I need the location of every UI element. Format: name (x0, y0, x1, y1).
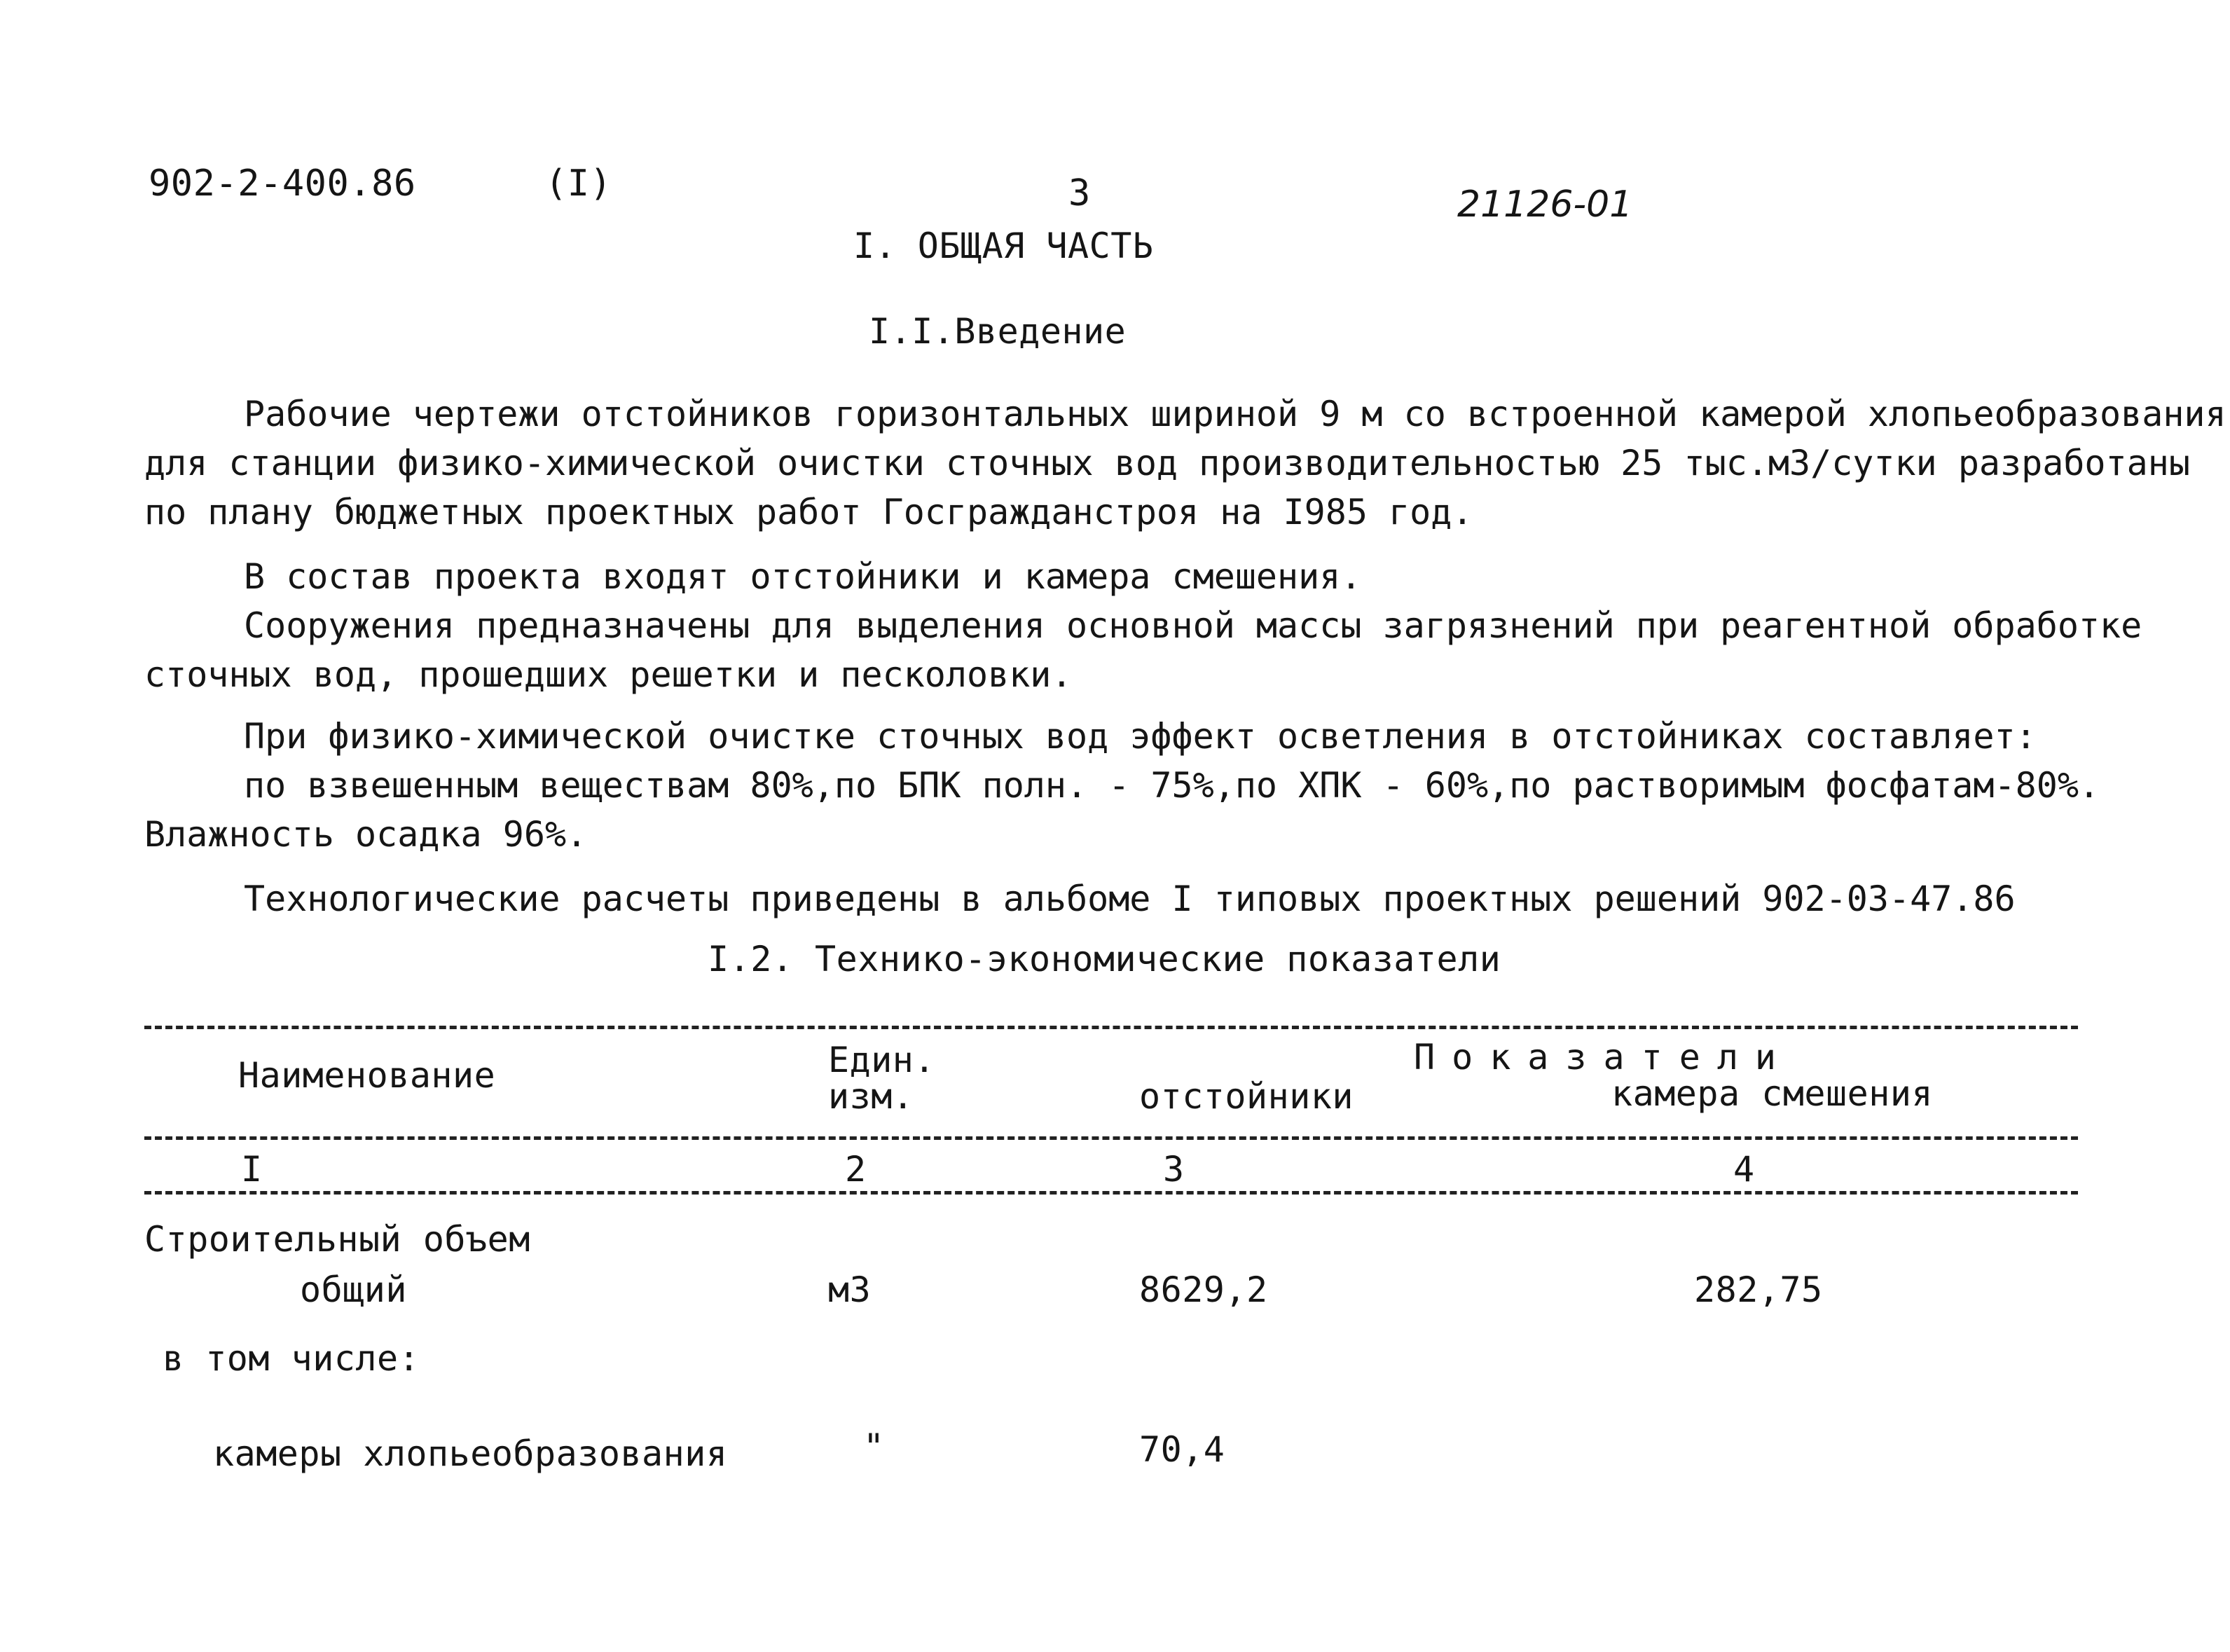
paragraph-line: В состав проекта входят отстойники и камера смешения. (244, 556, 1362, 597)
table-row-value-mixing-chamber: 282,75 (1694, 1269, 1823, 1310)
table-header-col3: отстойники (1139, 1076, 1354, 1117)
table-rule-top (144, 1026, 2078, 1029)
subsection-indicators: I.2. Технико-экономические показатели (708, 939, 1501, 979)
table-row-unit: " (863, 1426, 885, 1467)
table-column-number-4: 4 (1733, 1149, 1755, 1190)
table-header-unit-line2: изм. (828, 1076, 914, 1117)
table-row-name: общий (300, 1269, 408, 1310)
paragraph-line: по плану бюджетных проектных работ Госгражданстроя на I985 год. (144, 492, 1473, 532)
table-row-name: Строительный объем (144, 1219, 530, 1260)
document-number: 902-2-400.86 (149, 163, 416, 205)
paragraph-composition (144, 552, 2106, 601)
subsection-introduction: I.I.Введение (869, 311, 1127, 352)
paragraph-calculations (144, 874, 2106, 923)
paragraph-line: для станции физико-химической очистки сточных вод производительностью 25 тыс.м3/сутки разработаны (144, 443, 2190, 483)
paragraph-line: сточных вод, прошедших решетки и песколовки. (144, 654, 1073, 695)
paragraph-line: При физико-химической очистке сточных вод эффект осветления в отстойниках составляет: (244, 716, 2037, 757)
paragraph-efficiency (144, 712, 2106, 859)
section-title: I. ОБЩАЯ ЧАСТЬ (853, 226, 1154, 266)
table-row-value-settlers: 8629,2 (1139, 1269, 1268, 1310)
table-header-unit-line1: Един. (828, 1040, 936, 1080)
paragraph-line: Рабочие чертежи отстойников горизонтальных шириной 9 м со встроенной камерой хлопьеобразования (244, 394, 2226, 434)
table-rule-header (144, 1136, 2078, 1140)
table-header-col4: камера смешения (1611, 1073, 1934, 1114)
table-row-name: в том числе: (163, 1338, 420, 1379)
paragraph-line: Сооружения предназначены для выделения основной массы загрязнений при реагентной обработке (244, 605, 2142, 646)
paragraph-purpose (144, 601, 2142, 699)
album-number: (I) (545, 163, 612, 205)
handwritten-code: 21126-01 (1457, 184, 1633, 226)
paragraph-intro (144, 390, 2226, 537)
table-column-number-1: I (241, 1149, 263, 1190)
table-column-number-2: 2 (845, 1149, 867, 1190)
table-row-unit: м3 (828, 1269, 872, 1310)
table-rule-numbers (144, 1191, 2078, 1195)
paragraph-line: Технологические расчеты приведены в альбоме I типовых проектных решений 902-03-47.86 (244, 879, 2016, 919)
table-row-name: камеры хлопьеобразования (213, 1433, 728, 1474)
table-row-value-settlers: 70,4 (1139, 1429, 1225, 1470)
paragraph-line: Влажность осадка 96%. (144, 814, 588, 855)
table-header-group: Показатели (1414, 1037, 1794, 1078)
table-column-number-3: 3 (1163, 1149, 1185, 1190)
table-header-name: Наименование (238, 1055, 496, 1096)
page-number: 3 (1068, 172, 1091, 214)
paragraph-line: по взвешенным веществам 80%,по БПК полн. - 75%,по ХПК - 60%,по растворимым фосфатам-80%. (244, 765, 2100, 806)
